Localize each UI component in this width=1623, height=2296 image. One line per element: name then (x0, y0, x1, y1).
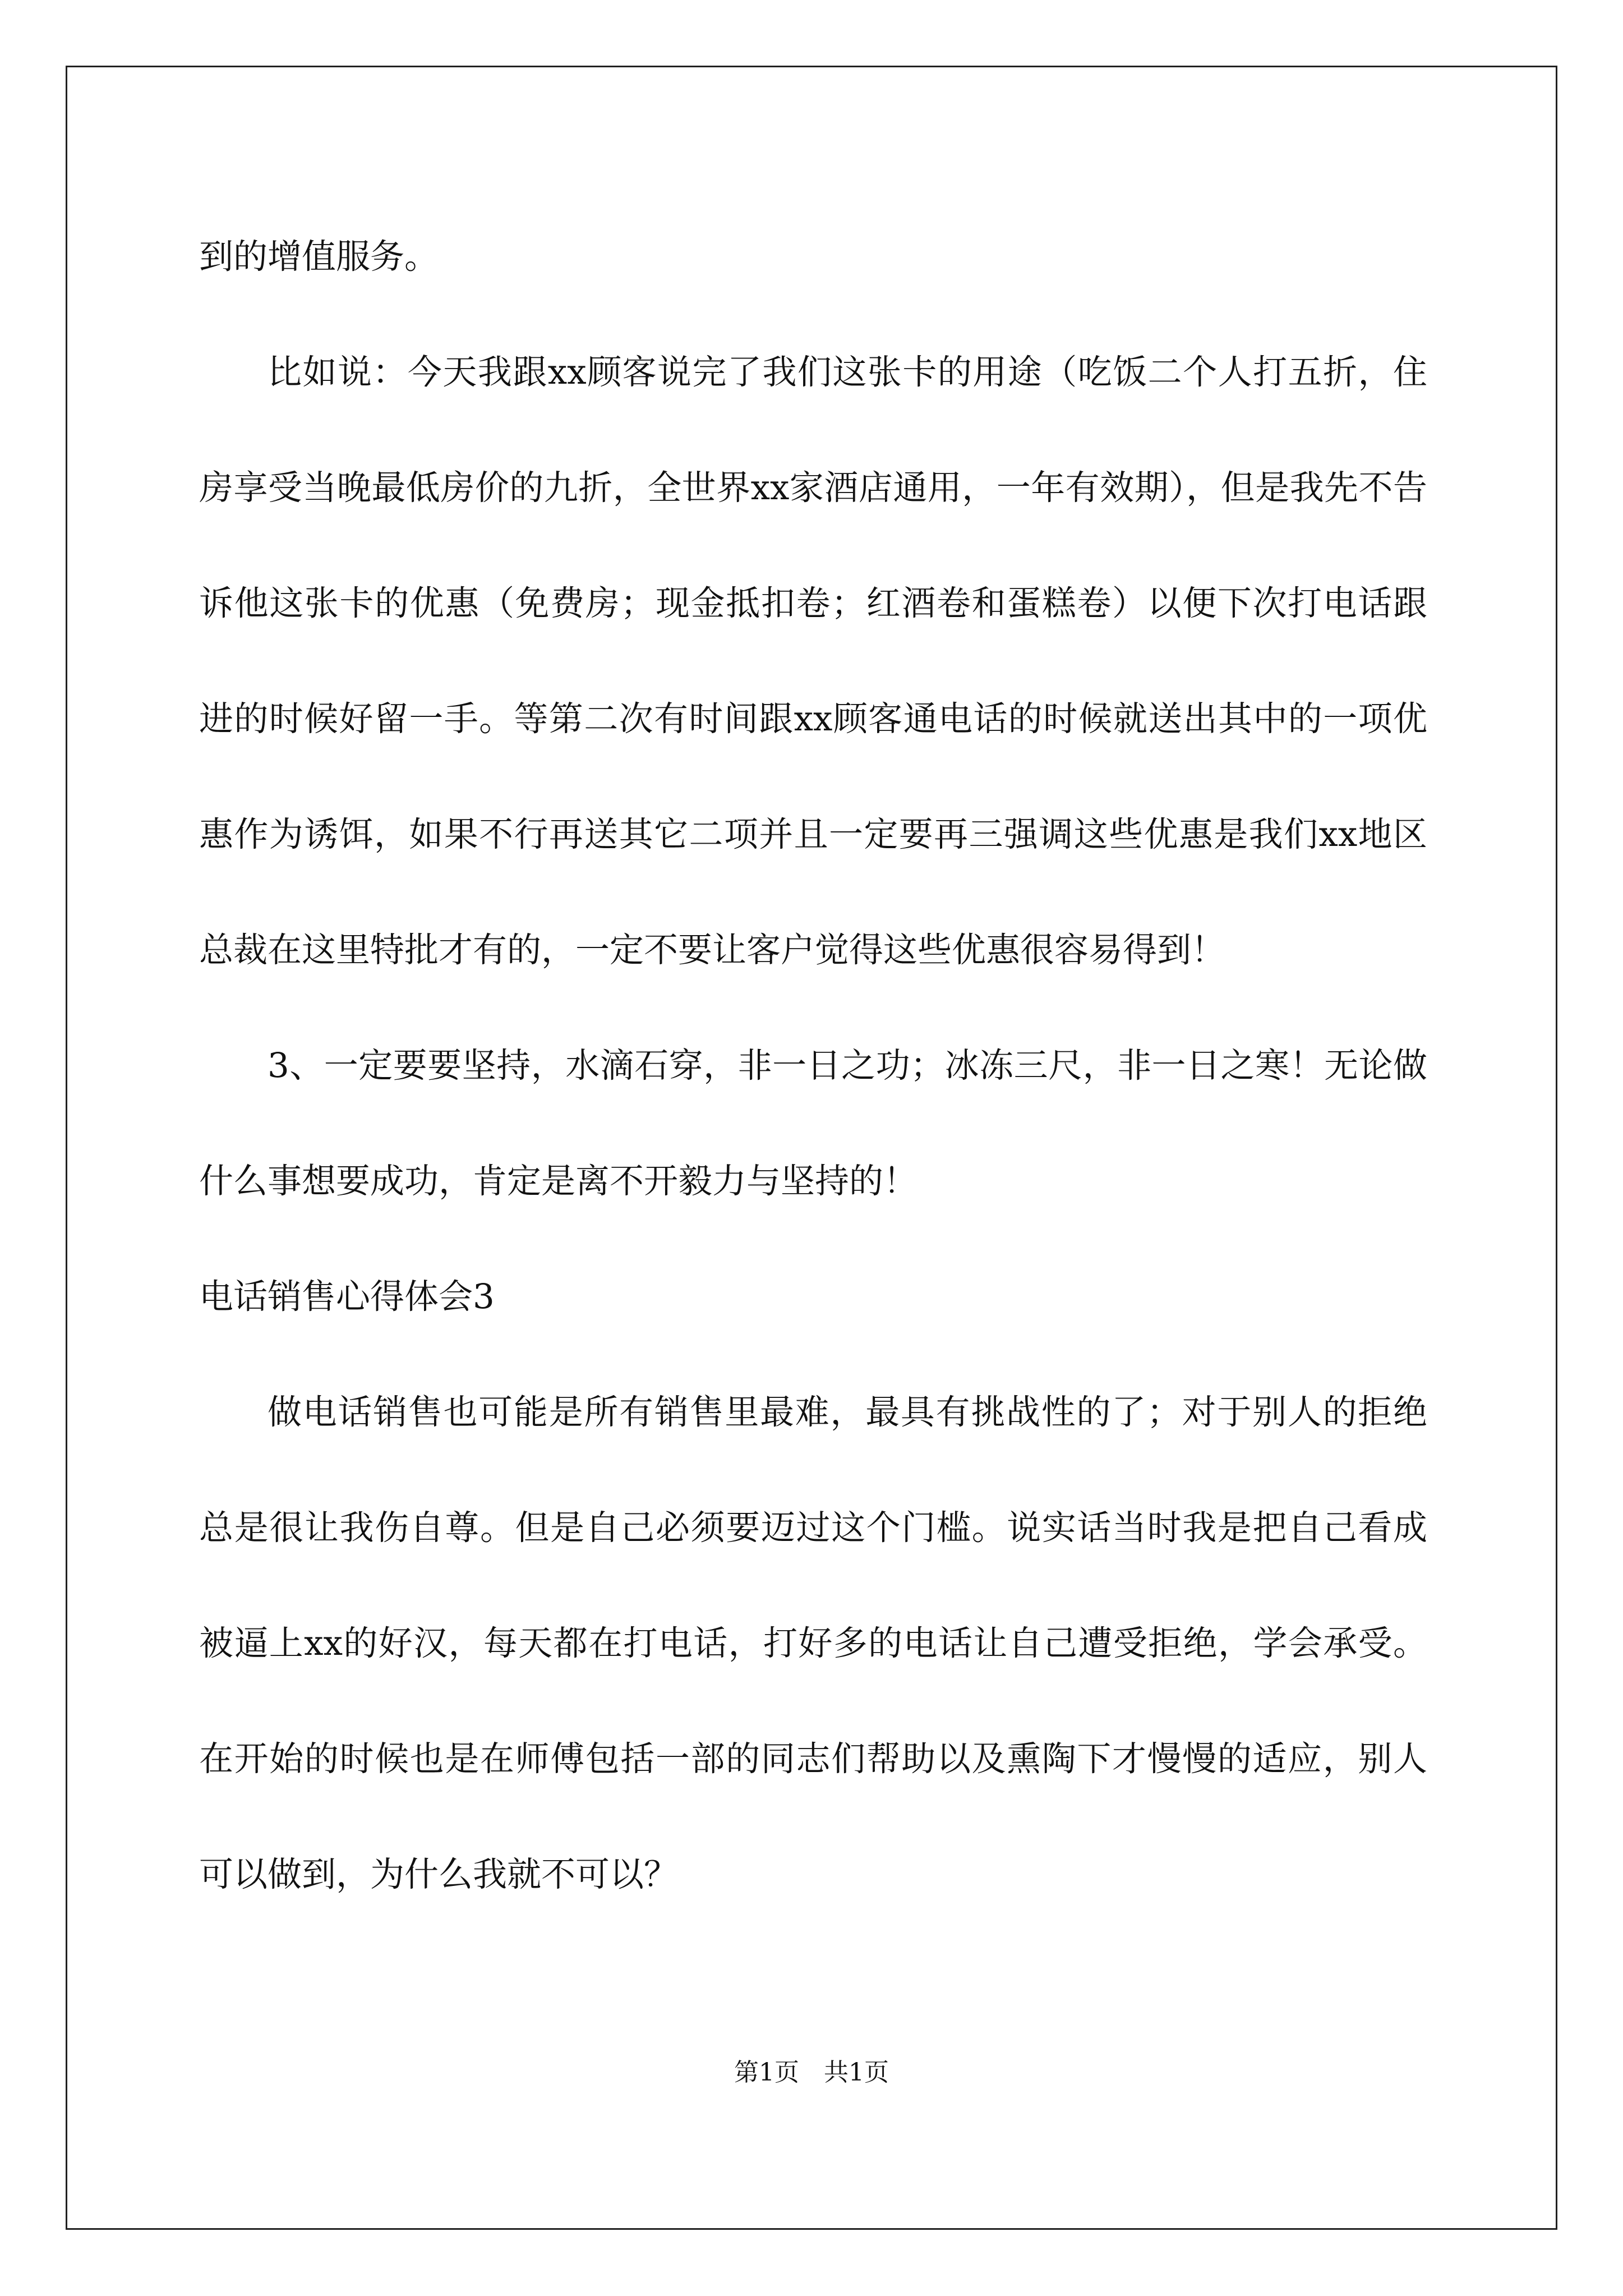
paragraph-4: 做电话销售也可能是所有销售里最难，最具有挑战性的了；对于别人的拒绝总是很让我伤自尊。但是自己必须要迈过这个门槛。说实话当时我是把自己看成被逼上xx的好汉，每天都在打电话，打好多的电话让自己遭受拒绝，学会承受。在开始的时候也是在师傅包括一部的同志们帮助以及熏陶下才慢慢的适应，别人可以做到，为什么我就不可以？ (199, 1392, 1427, 1894)
paragraph-2: 比如说：今天我跟xx顾客说完了我们这张卡的用途（吃饭二个人打五折，住房享受当晚最低房价的九折，全世界xx家酒店通用，一年有效期），但是我先不告诉他这张卡的优惠（免费房；现金抵扣卷；红酒卷和蛋糕卷）以便下次打电话跟进的时候好留一手。等第二次有时间跟xx顾客通电话的时候就送出其中的一项优惠作为诱饵，如果不行再送其它二项并且一定要再三强调这些优惠是我们xx地区总裁在这里特批才有的，一定不要让客户觉得这些优惠很容易得到！ (199, 352, 1427, 970)
paragraph-3: 3、一定要要坚持，水滴石穿，非一日之功；冰冻三尺，非一日之寒！无论做什么事想要成功，肯定是离不开毅力与坚持的！ (199, 1046, 1427, 1201)
section-heading: 电话销售心得体会3 (199, 1277, 495, 1317)
document-body (199, 199, 1427, 1932)
page-footer: 第1页 共1页 (734, 2058, 889, 2087)
paragraph-1: 到的增值服务。 (199, 237, 439, 277)
